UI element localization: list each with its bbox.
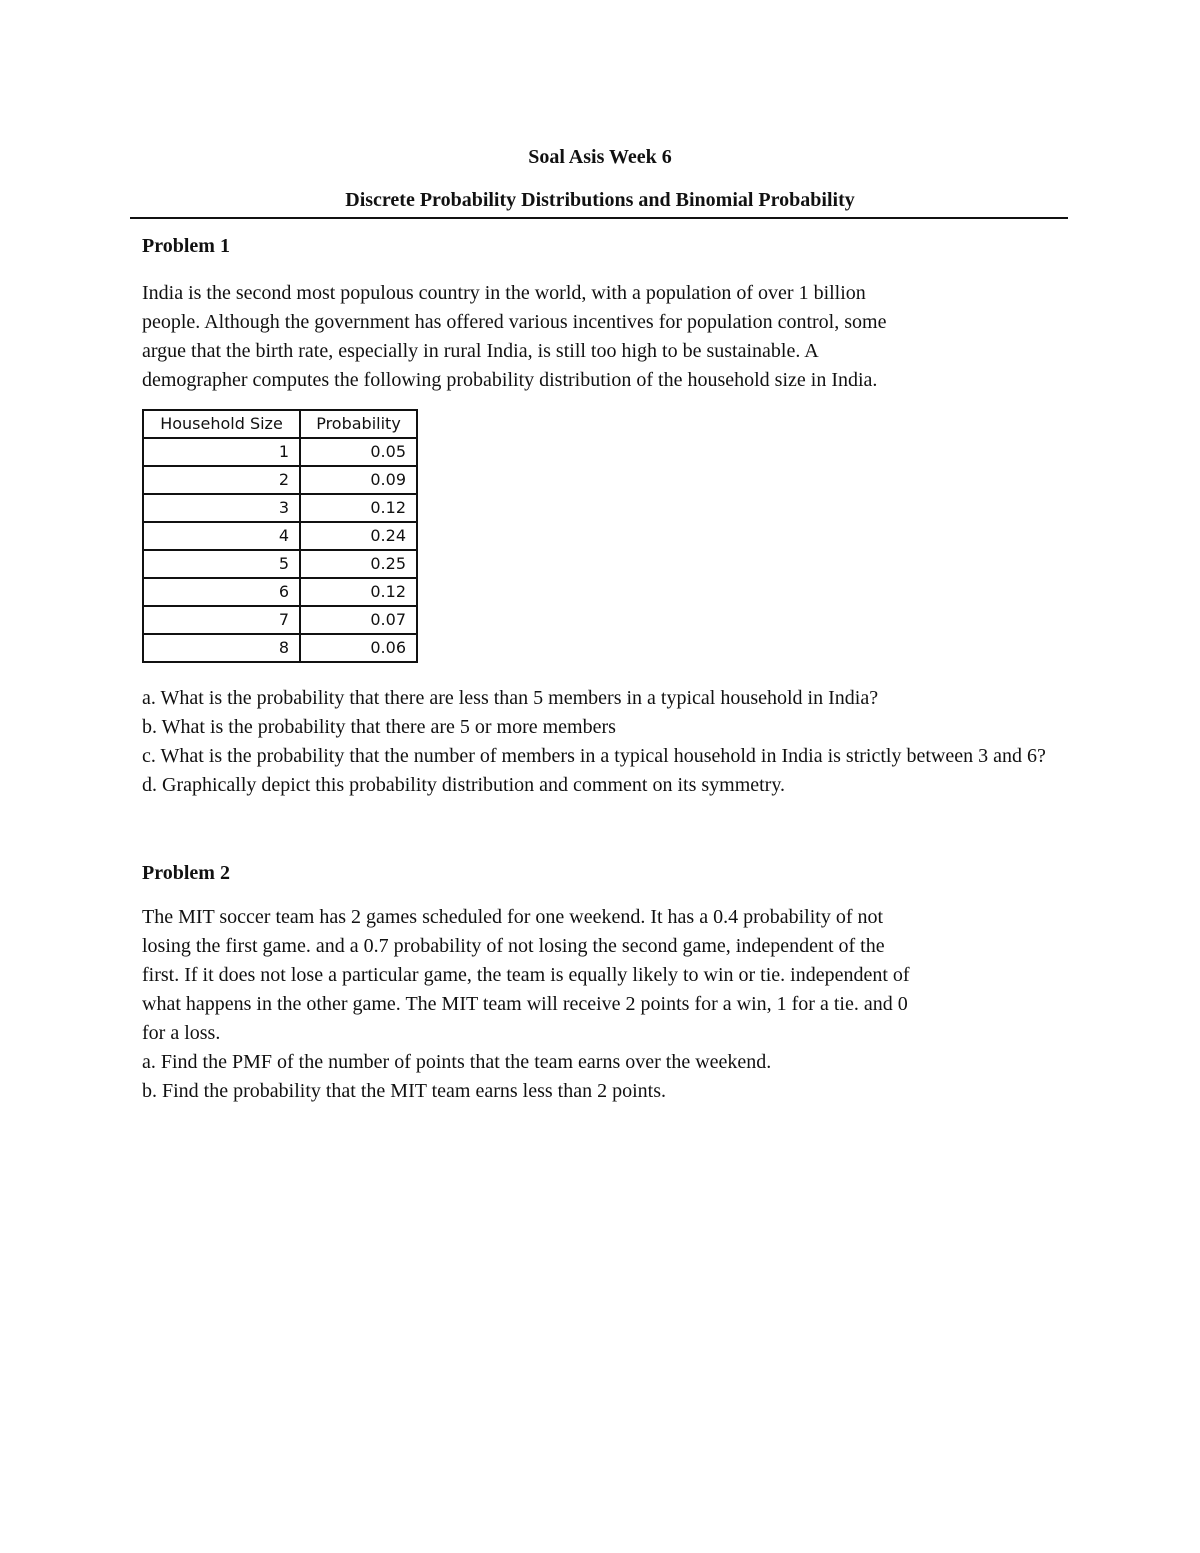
table-row xyxy=(143,494,417,522)
probability-cell: 0.24 xyxy=(300,522,417,550)
table-row xyxy=(143,550,417,578)
household-size-table xyxy=(142,409,418,663)
question-c: c. What is the probability that the number of members in a typical household in India is strictly between 3 and 6? xyxy=(142,745,1046,767)
household-size-cell: 1 xyxy=(143,438,300,466)
question-d: d. Graphically depict this probability distribution and comment on its symmetry. xyxy=(142,774,786,796)
intro-line: argue that the birth rate, especially in rural India, is still too high to be sustainable. A xyxy=(142,340,819,362)
problem-2-text xyxy=(142,903,1057,1106)
table-row xyxy=(143,438,417,466)
table-row xyxy=(143,634,417,662)
problem-1-intro xyxy=(142,279,1057,395)
table-header-row xyxy=(143,410,417,438)
problem-2-line: for a loss. xyxy=(142,1022,221,1044)
document-title: Soal Asis Week 6 xyxy=(528,146,672,168)
probability-cell: 0.25 xyxy=(300,550,417,578)
probability-cell: 0.09 xyxy=(300,466,417,494)
question-a: a. What is the probability that there are less than 5 members in a typical household in India? xyxy=(142,687,879,709)
probability-cell: 0.05 xyxy=(300,438,417,466)
household-size-cell: 7 xyxy=(143,606,300,634)
problem-1-questions xyxy=(142,684,1057,800)
question-b: b. What is the probability that there are 5 or more members xyxy=(142,716,616,738)
table-row xyxy=(143,466,417,494)
household-size-cell: 2 xyxy=(143,466,300,494)
intro-line: India is the second most populous country in the world, with a population of over 1 billion xyxy=(142,282,866,304)
problem-2-line: losing the first game. and a 0.7 probability of not losing the second game, independent of the xyxy=(142,935,885,957)
problem-2-line: what happens in the other game. The MIT team will receive 2 points for a win, 1 for a tie. and 0 xyxy=(142,993,908,1015)
probability-cell: 0.07 xyxy=(300,606,417,634)
table-row xyxy=(143,606,417,634)
probability-cell: 0.06 xyxy=(300,634,417,662)
household-size-cell: 5 xyxy=(143,550,300,578)
household-size-cell: 8 xyxy=(143,634,300,662)
household-size-cell: 6 xyxy=(143,578,300,606)
table-row xyxy=(143,578,417,606)
problem-2-question-b: b. Find the probability that the MIT team earns less than 2 points. xyxy=(142,1080,666,1102)
household-size-cell: 4 xyxy=(143,522,300,550)
probability-cell: 0.12 xyxy=(300,494,417,522)
table-row xyxy=(143,522,417,550)
title-divider xyxy=(130,217,1068,219)
problem-2-question-a: a. Find the PMF of the number of points that the team earns over the weekend. xyxy=(142,1051,772,1073)
household-size-cell: 3 xyxy=(143,494,300,522)
problem-2-line: The MIT soccer team has 2 games scheduled for one weekend. It has a 0.4 probability of not xyxy=(142,906,884,928)
problem-1-heading: Problem 1 xyxy=(142,235,230,257)
probability-cell: 0.12 xyxy=(300,578,417,606)
column-header-household-size: Household Size xyxy=(143,410,300,438)
problem-2-line: first. If it does not lose a particular game, the team is equally likely to win or tie. independent of xyxy=(142,964,910,986)
intro-line: demographer computes the following probability distribution of the household size in India. xyxy=(142,369,878,391)
column-header-probability: Probability xyxy=(300,410,417,438)
problem-2-heading: Problem 2 xyxy=(142,862,230,884)
document-subtitle: Discrete Probability Distributions and Binomial Probability xyxy=(345,189,855,211)
intro-line: people. Although the government has offered various incentives for population control, some xyxy=(142,311,887,333)
